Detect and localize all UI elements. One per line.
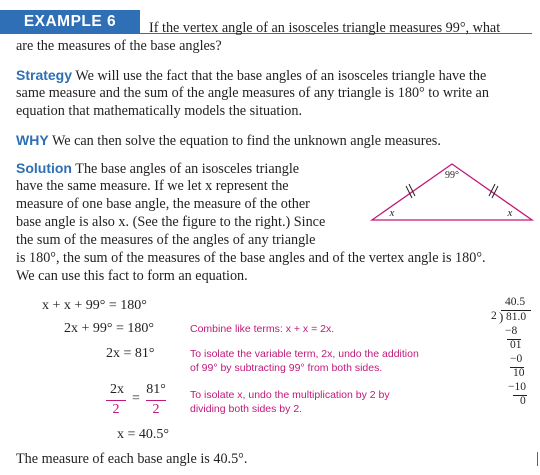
fraction-right-denominator: 2 xyxy=(152,402,160,417)
equation-step-3: 2x = 81° xyxy=(106,346,155,361)
equation-step-1: x + x + 99° = 180° xyxy=(42,298,147,313)
example-question-line-1: If the vertex angle of an isosceles triangle measures 99°, what xyxy=(149,20,501,36)
step-3-note-line-2: of 99° by subtracting 99° from both sides. xyxy=(190,362,383,374)
division-row-6: 0 xyxy=(520,395,526,407)
why-text: We can then solve the equation to find the unknown angle measures. xyxy=(51,133,441,149)
fraction-left-bar xyxy=(106,400,126,401)
step-4-note-line-2: dividing both sides by 2. xyxy=(190,403,303,415)
strategy-line-1 xyxy=(16,66,486,85)
division-dividend: 81.0 xyxy=(506,311,527,323)
vertex-angle-label: 99° xyxy=(445,170,459,181)
step-2-note: Combine like terms: x + x = 2x. xyxy=(190,323,335,335)
division-quotient: 40.5 xyxy=(505,296,526,308)
fraction-equals: = xyxy=(132,391,140,406)
long-division xyxy=(491,296,531,416)
isosceles-triangle-figure xyxy=(368,158,536,228)
fraction-left-numerator: 2x xyxy=(110,382,124,397)
strategy-line-3: equation that mathematically models the situation. xyxy=(16,103,303,119)
base-angle-right-label: x xyxy=(507,207,513,219)
example-question-line-2: are the measures of the base angles? xyxy=(16,38,222,54)
step-4-note-line-1: To isolate x, undo the multiplication by 2 by xyxy=(190,389,390,401)
fraction-left-denominator: 2 xyxy=(112,402,120,417)
solution-line-4: base angle is also x. (See the figure to the right.) Since xyxy=(16,214,326,230)
division-row-3: −0 xyxy=(510,353,523,365)
solution-text-1: The base angles of an isosceles triangle xyxy=(75,161,300,177)
solution-line-1 xyxy=(16,159,299,178)
why-line xyxy=(16,131,441,150)
division-row-5: −10 xyxy=(508,381,526,393)
conclusion-text: The measure of each base angle is 40.5°. xyxy=(16,451,248,467)
fraction-right-numerator: 81° xyxy=(146,382,166,397)
division-row-1: −8 xyxy=(505,325,518,337)
strategy-text-1: We will use the fact that the base angles of an isosceles triangle have the xyxy=(75,68,487,84)
equation-step-5: x = 40.5° xyxy=(117,427,169,442)
solution-line-2: have the same measure. If we let x represent the xyxy=(16,178,289,194)
why-label: WHY xyxy=(16,132,49,148)
answer-marker xyxy=(537,452,538,466)
fraction-right-bar xyxy=(146,400,166,401)
strategy-label: Strategy xyxy=(16,67,73,83)
example-label: EXAMPLE 6 xyxy=(0,10,140,34)
solution-label: Solution xyxy=(16,160,72,176)
base-angle-left-label: x xyxy=(389,207,395,219)
equation-step-2: 2x + 99° = 180° xyxy=(64,321,154,336)
solution-line-5: the sum of the measures of the angles of any triangle xyxy=(16,232,316,248)
solution-line-7: We can use this fact to form an equation. xyxy=(16,268,248,284)
division-bracket: ) xyxy=(499,309,504,324)
division-row-4: 10 xyxy=(513,367,525,379)
solution-line-6: is 180°, the sum of the measures of the base angles and of the vertex angle is 180°. xyxy=(16,250,486,266)
solution-line-3: measure of one base angle, the measure of the other xyxy=(16,196,310,212)
division-row-2: 01 xyxy=(510,339,522,351)
strategy-line-2: same measure and the sum of the angle measures of any triangle is 180° to write an xyxy=(16,85,489,101)
division-divisor: 2 xyxy=(491,310,497,322)
step-3-note-line-1: To isolate the variable term, 2x, undo the addition xyxy=(190,348,419,360)
